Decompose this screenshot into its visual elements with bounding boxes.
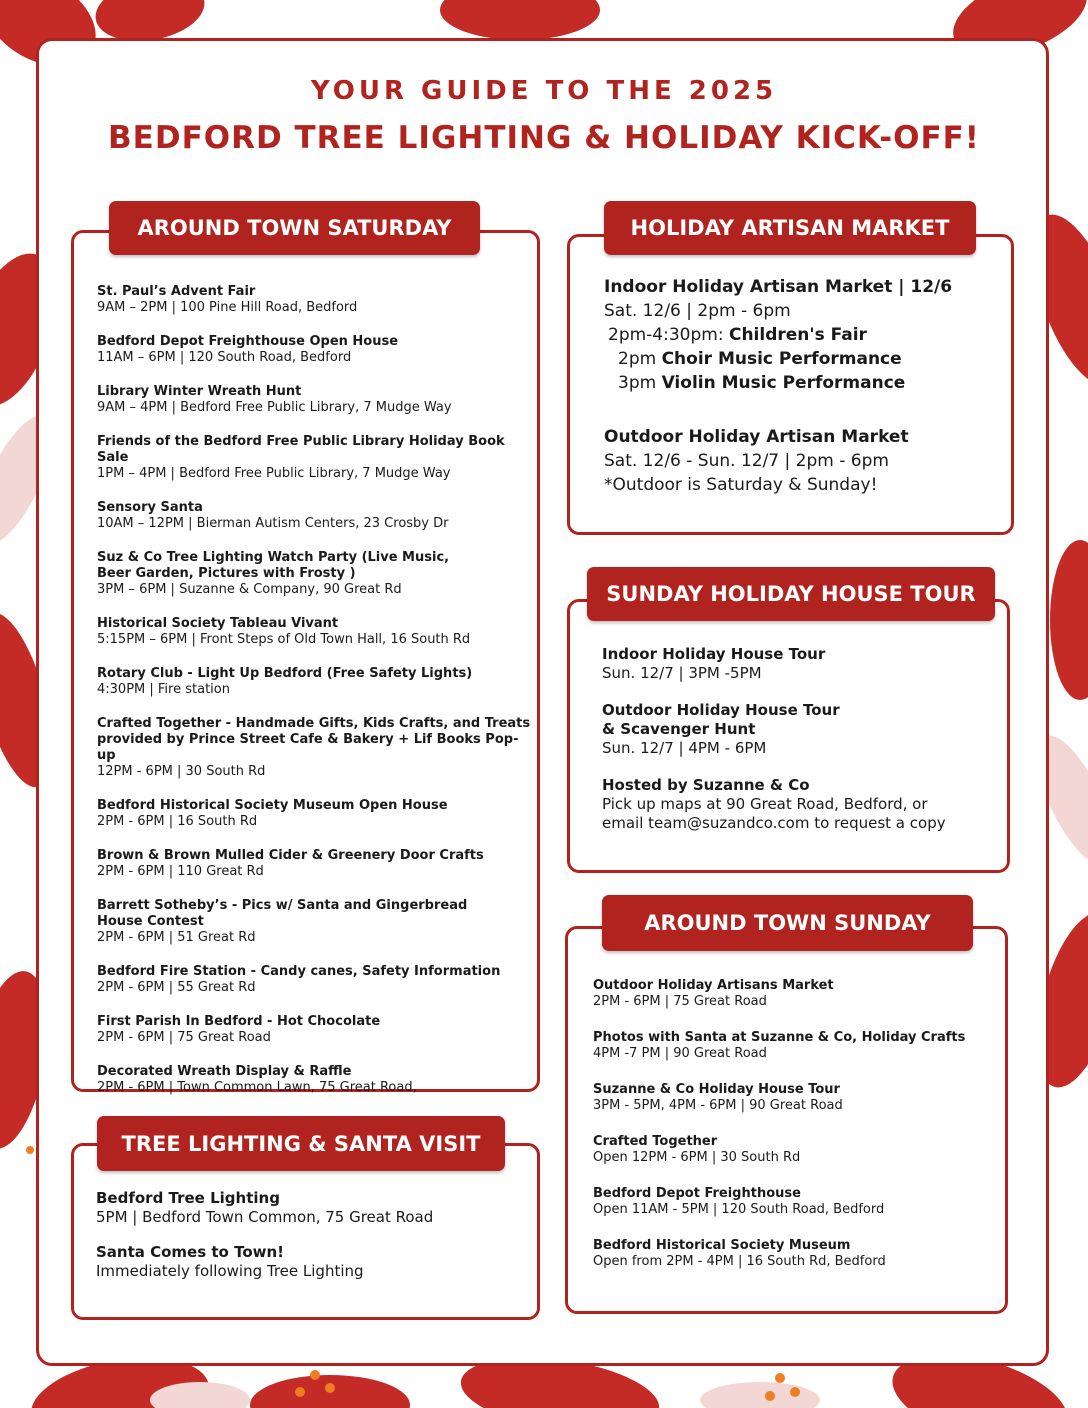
childrens-fair-line: 2pm-4:30pm: Children's Fair bbox=[608, 325, 867, 345]
sunday-event-list bbox=[593, 978, 998, 1290]
event-detail: 2PM - 6PM | 55 Great Rd bbox=[97, 980, 256, 995]
event-title: Brown & Brown Mulled Cider & Greenery Door Crafts bbox=[97, 848, 484, 863]
event-detail: 3PM - 5PM, 4PM - 6PM | 90 Great Road bbox=[593, 1098, 843, 1113]
event-item bbox=[97, 500, 537, 532]
saturday-event-list bbox=[97, 284, 537, 1114]
event-item bbox=[97, 434, 537, 482]
event-detail: 12PM - 6PM | 30 South Rd bbox=[97, 764, 266, 779]
tree-lighting-heading: TREE LIGHTING & SANTA VISIT bbox=[97, 1116, 505, 1171]
tree-lighting-event-list bbox=[96, 1189, 526, 1297]
outdoor-market-title: Outdoor Holiday Artisan Market bbox=[604, 427, 909, 447]
event-title: Bedford Fire Station - Candy canes, Safety Information bbox=[97, 964, 501, 979]
event-detail: Pick up maps at 90 Great Road, Bedford, or email team@suzandco.com to request a copy bbox=[602, 795, 946, 832]
event-detail: 2PM - 6PM | 51 Great Rd bbox=[97, 930, 256, 945]
event-detail: 10AM – 12PM | Bierman Autism Centers, 23 Crosby Dr bbox=[97, 516, 449, 531]
guide-title-line2: BEDFORD TREE LIGHTING & HOLIDAY KICK-OFF! bbox=[108, 120, 980, 156]
event-detail: Immediately following Tree Lighting bbox=[96, 1262, 364, 1280]
event-item bbox=[97, 898, 537, 946]
choir-line: 2pm Choir Music Performance bbox=[618, 349, 902, 369]
event-item bbox=[97, 550, 537, 598]
event-detail: Open 11AM - 5PM | 120 South Road, Bedford bbox=[593, 1202, 885, 1217]
event-detail: 5PM | Bedford Town Common, 75 Great Road bbox=[96, 1208, 434, 1226]
event-detail: 5:15PM – 6PM | Front Steps of Old Town Hall, 16 South Rd bbox=[97, 632, 471, 647]
event-item bbox=[602, 645, 1002, 683]
outdoor-market-date: Sat. 12/6 - Sun. 12/7 | 2pm - 6pm bbox=[604, 451, 889, 471]
event-detail: 2PM - 6PM | 75 Great Road bbox=[97, 1030, 271, 1045]
event-detail: 11AM – 6PM | 120 South Road, Bedford bbox=[97, 350, 352, 365]
event-item bbox=[97, 798, 537, 830]
event-item bbox=[593, 978, 998, 1010]
event-item bbox=[97, 384, 537, 416]
event-title: Barrett Sotheby’s - Pics w/ Santa and Gingerbread House Contest bbox=[97, 898, 468, 929]
indoor-market-title: Indoor Holiday Artisan Market | 12/6 bbox=[604, 277, 953, 297]
guide-title-line1: YOUR GUIDE TO THE 2025 bbox=[310, 76, 778, 106]
saturday-heading: AROUND TOWN SATURDAY bbox=[109, 201, 480, 255]
event-item bbox=[97, 1014, 537, 1046]
indoor-market-date: Sat. 12/6 | 2pm - 6pm bbox=[604, 301, 791, 321]
event-title: Friends of the Bedford Free Public Library Holiday Book Sale bbox=[97, 434, 505, 465]
event-title: St. Paul’s Advent Fair bbox=[97, 284, 256, 299]
event-detail: 2PM - 6PM | 110 Great Rd bbox=[97, 864, 264, 879]
house-tour-heading: SUNDAY HOLIDAY HOUSE TOUR bbox=[587, 567, 995, 621]
event-title: Suzanne & Co Holiday House Tour bbox=[593, 1082, 840, 1097]
event-item bbox=[593, 1082, 998, 1114]
event-detail: 9AM – 4PM | Bedford Free Public Library, 7 Mudge Way bbox=[97, 400, 452, 415]
event-title: Outdoor Holiday House Tour & Scavenger Hunt bbox=[602, 701, 840, 738]
event-item bbox=[96, 1243, 526, 1281]
event-title: Crafted Together bbox=[593, 1134, 718, 1149]
outdoor-market-note: *Outdoor is Saturday & Sunday! bbox=[604, 475, 878, 495]
event-item bbox=[97, 716, 537, 780]
event-title: Library Winter Wreath Hunt bbox=[97, 384, 302, 399]
market-heading: HOLIDAY ARTISAN MARKET bbox=[604, 201, 976, 255]
event-title: Bedford Depot Freighthouse Open House bbox=[97, 334, 399, 349]
event-title: Crafted Together - Handmade Gifts, Kids Crafts, and Treats provided by Prince Street Cafe & Bakery + Lif Books Pop-up bbox=[97, 716, 531, 763]
event-item bbox=[593, 1134, 998, 1166]
event-item bbox=[97, 848, 537, 880]
event-detail: 3PM – 6PM | Suzanne & Company, 90 Great Rd bbox=[97, 582, 402, 597]
event-title: Rotary Club - Light Up Bedford (Free Safety Lights) bbox=[97, 666, 473, 681]
event-item bbox=[97, 334, 537, 366]
event-item bbox=[602, 701, 1002, 758]
event-title: Hosted by Suzanne & Co bbox=[602, 776, 810, 794]
event-detail: 2PM - 6PM | 16 South Rd bbox=[97, 814, 258, 829]
event-title: Bedford Tree Lighting bbox=[96, 1189, 280, 1207]
event-detail: Sun. 12/7 | 4PM - 6PM bbox=[602, 739, 767, 757]
event-item bbox=[97, 964, 537, 996]
event-item bbox=[96, 1189, 526, 1227]
event-item bbox=[602, 776, 1002, 833]
event-item bbox=[593, 1030, 998, 1062]
violin-line: 3pm Violin Music Performance bbox=[618, 373, 906, 393]
event-item bbox=[97, 284, 537, 316]
event-item bbox=[593, 1186, 998, 1218]
event-title: Santa Comes to Town! bbox=[96, 1243, 285, 1261]
event-item bbox=[97, 616, 537, 648]
market-details bbox=[604, 275, 1004, 497]
event-title: Bedford Historical Society Museum bbox=[593, 1238, 851, 1253]
event-detail: Sun. 12/7 | 3PM -5PM bbox=[602, 664, 762, 682]
event-detail: 1PM – 4PM | Bedford Free Public Library, 7 Mudge Way bbox=[97, 466, 451, 481]
event-item bbox=[593, 1238, 998, 1270]
event-item bbox=[97, 1064, 537, 1096]
event-item bbox=[97, 666, 537, 698]
event-title: Bedford Historical Society Museum Open House bbox=[97, 798, 448, 813]
event-title: Indoor Holiday House Tour bbox=[602, 645, 826, 663]
event-title: Historical Society Tableau Vivant bbox=[97, 616, 339, 631]
event-title: Suz & Co Tree Lighting Watch Party (Live Music, Beer Garden, Pictures with Frosty ) bbox=[97, 550, 450, 581]
event-title: Bedford Depot Freighthouse bbox=[593, 1186, 801, 1201]
event-detail: Open 12PM - 6PM | 30 South Rd bbox=[593, 1150, 801, 1165]
house-tour-event-list bbox=[602, 645, 1002, 851]
event-title: Decorated Wreath Display & Raffle bbox=[97, 1064, 352, 1079]
sunday-heading: AROUND TOWN SUNDAY bbox=[602, 895, 973, 951]
event-title: Photos with Santa at Suzanne & Co, Holiday Crafts bbox=[593, 1030, 966, 1045]
event-detail: Open from 2PM - 4PM | 16 South Rd, Bedford bbox=[593, 1254, 886, 1269]
event-detail: 9AM – 2PM | 100 Pine Hill Road, Bedford bbox=[97, 300, 358, 315]
event-detail: 4PM -7 PM | 90 Great Road bbox=[593, 1046, 767, 1061]
event-title: Outdoor Holiday Artisans Market bbox=[593, 978, 834, 993]
event-detail: 2PM - 6PM | Town Common Lawn, 75 Great Road, bbox=[97, 1080, 417, 1095]
event-detail: 2PM - 6PM | 75 Great Road bbox=[593, 994, 767, 1009]
event-title: First Parish In Bedford - Hot Chocolate bbox=[97, 1014, 381, 1029]
event-title: Sensory Santa bbox=[97, 500, 203, 515]
event-detail: 4:30PM | Fire station bbox=[97, 682, 230, 697]
